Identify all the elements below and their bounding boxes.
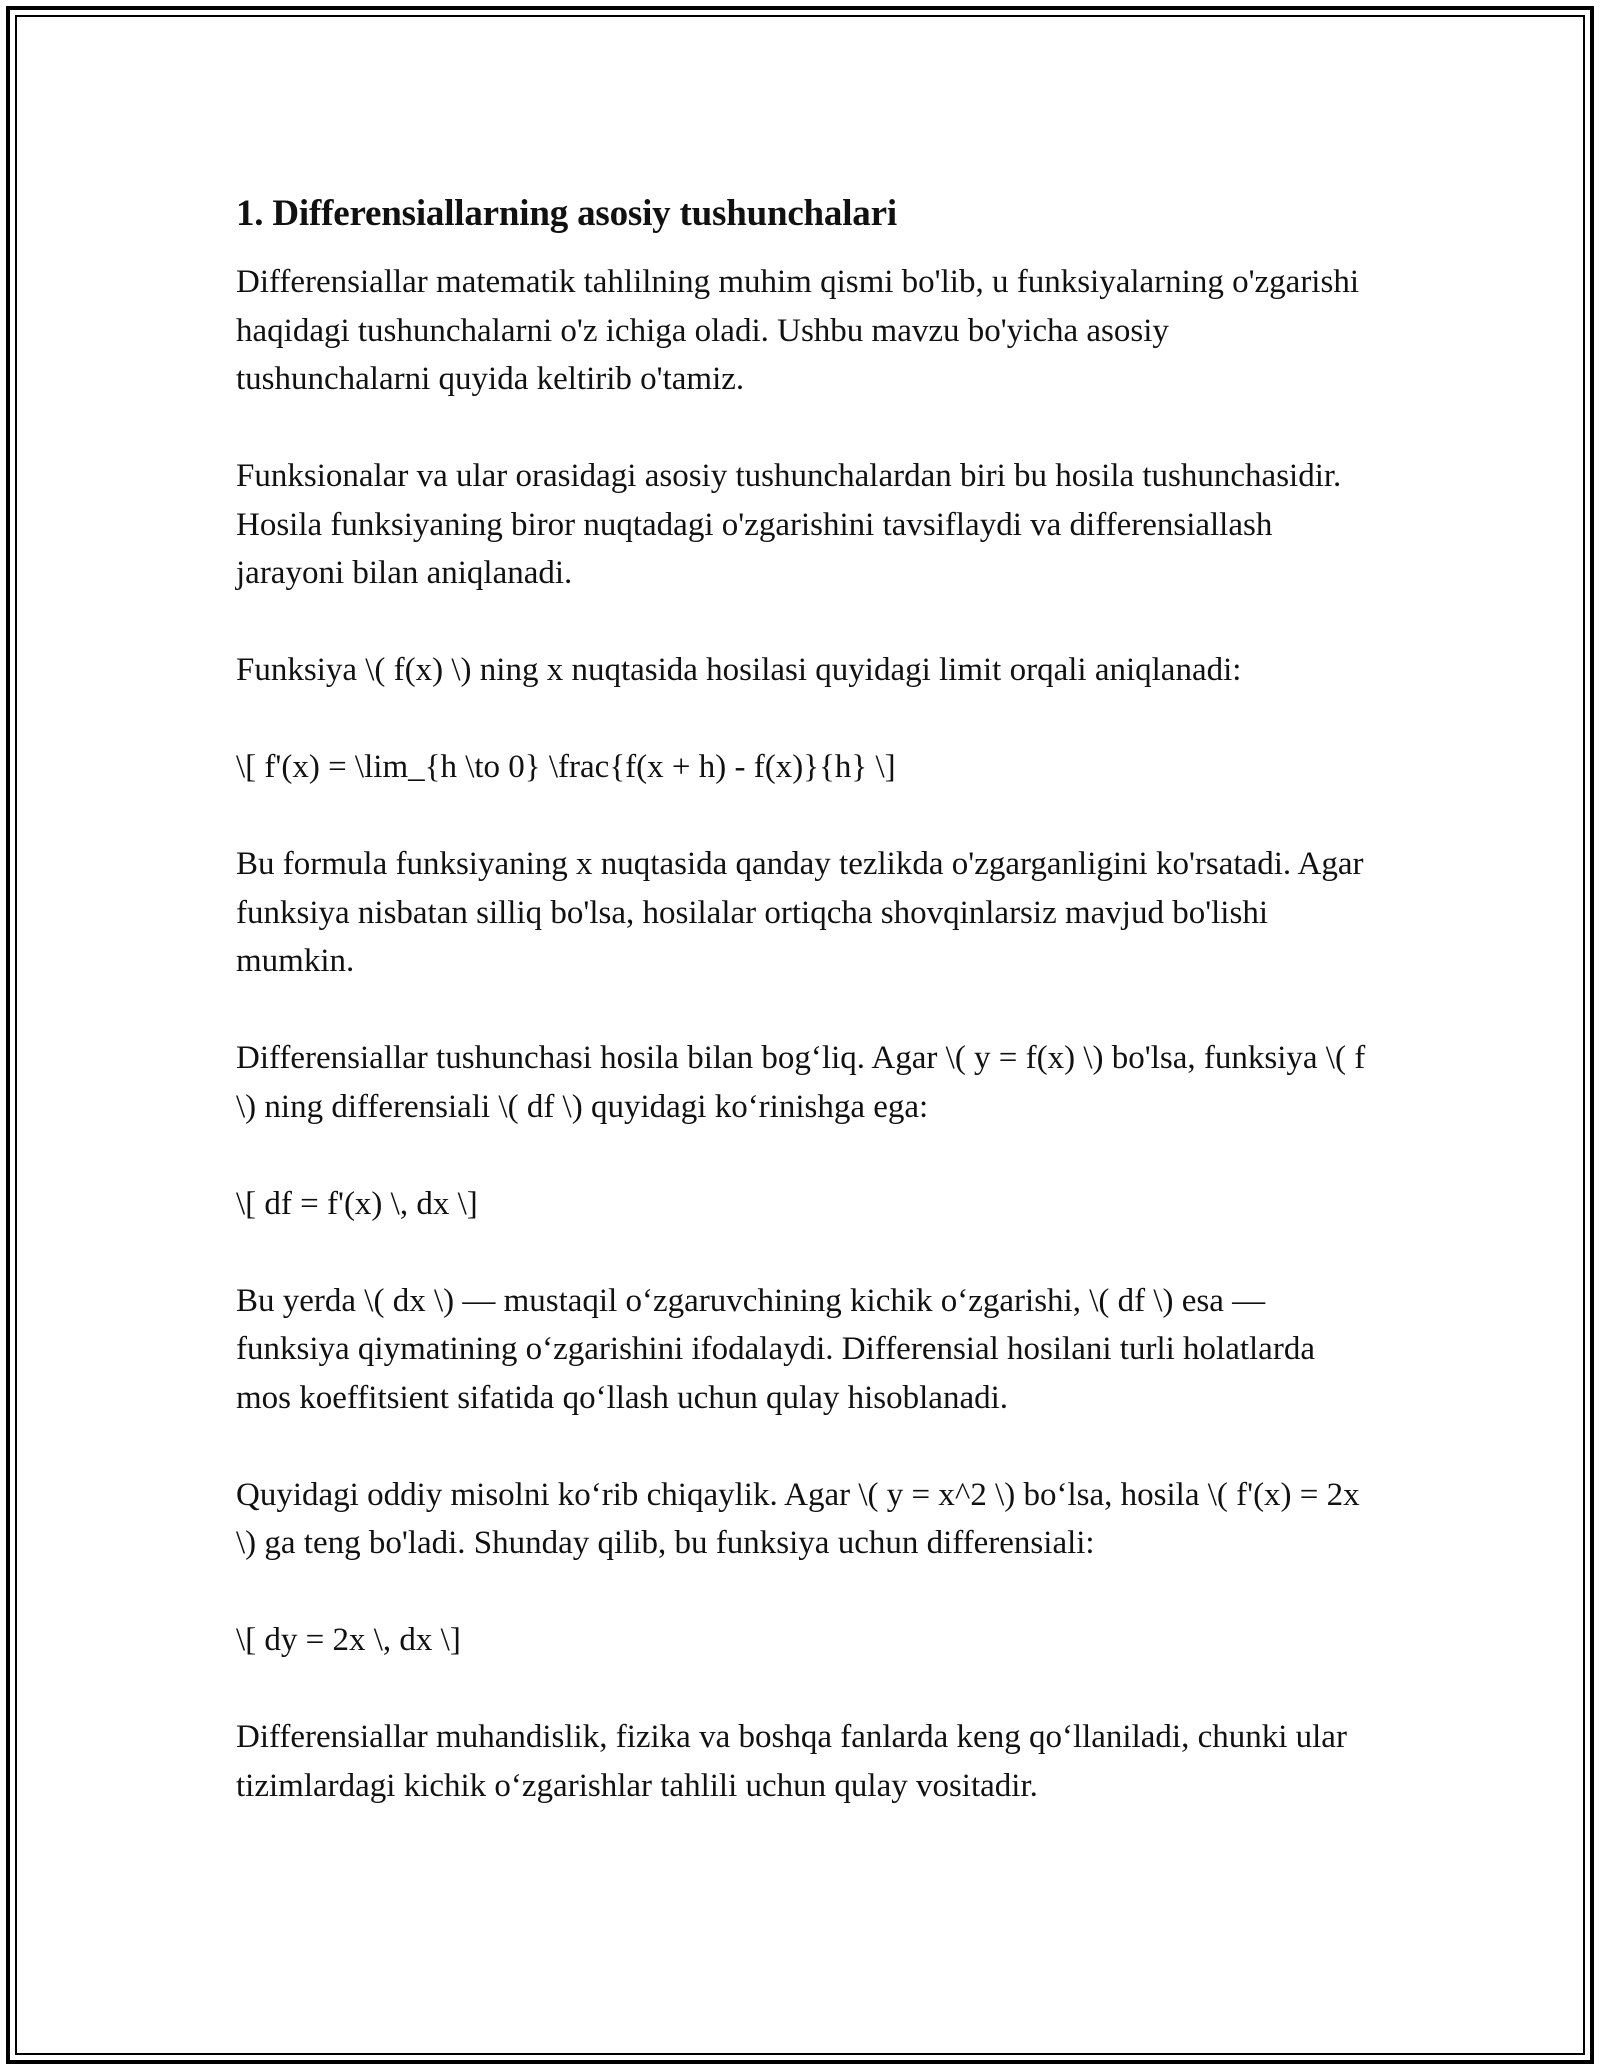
paragraph-derivative-concept: Funksionalar va ular orasidagi asosiy tushunchalardan biri bu hosila tushunchasidir. Hosila funksiyaning biror nuqtadagi o'zgarishini tavsiflaydi va differensiallash jarayoni bilan aniqlanadi.	[236, 458, 1342, 591]
formula-derivative-limit: \[ f'(x) = \lim_{h \to 0} \frac{f(x + h) - f(x)}{h} \]	[236, 749, 896, 785]
paragraph-derivative-definition: Funksiya \( f(x) \) ning x nuqtasida hosilasi quyidagi limit orqali aniqlanadi:	[236, 652, 1242, 688]
paragraph-intro: Differensiallar matematik tahlilning muhim qismi bo'lib, u funksiyalarning o'zgarishi haqidagi tushunchalarni o'z ichiga oladi. Ushbu mavzu bo'yicha asosiy tushunchalarni quyida keltirib o'tamiz.	[236, 264, 1359, 397]
paragraph-formula-meaning: Bu formula funksiyaning x nuqtasida qanday tezlikda o'zgarganligini ko'rsatadi. Agar funksiya nisbatan silliq bo'lsa, hosilalar ortiqcha shovqinlarsiz mavjud bo'lishi mumkin.	[236, 846, 1364, 979]
section-heading: 1. Differensiallarning asosiy tushunchalari	[236, 193, 897, 234]
paragraph-differential-explanation: Bu yerda \( dx \) — mustaqil o‘zgaruvchining kichik o‘zgarishi, \( df \) esa — funksiya qiymatining o‘zgarishini ifodalaydi. Differensial hosilani turli holatlarda mos koeffitsient sifatida qo‘llash uchun qulay hisoblanadi.	[236, 1282, 1315, 1416]
paragraph-differential-concept: Differensiallar tushunchasi hosila bilan bog‘liq. Agar \( y = f(x) \) bo'lsa, funksiya \( f \) ning differensiali \( df \) quyidagi ko‘rinishga ega:	[236, 1040, 1366, 1125]
paragraph-example: Quyidagi oddiy misolni ko‘rib chiqaylik. Agar \( y = x^2 \) bo‘lsa, hosila \( f'(x) = 2x \) ga teng bo'ladi. Shunday qilib, bu funksiya uchun differensiali:	[236, 1476, 1360, 1561]
formula-differential: \[ df = f'(x) \, dx \]	[236, 1185, 478, 1222]
document-body	[236, 186, 1366, 1810]
paragraph-applications: Differensiallar muhandislik, fizika va boshqa fanlarda keng qo‘llaniladi, chunki ular tizimlardagi kichik o‘zgarishlar tahlili uchun qulay vositadir.	[236, 1719, 1347, 1804]
formula-example-differential: \[ dy = 2x \, dx \]	[236, 1622, 461, 1658]
